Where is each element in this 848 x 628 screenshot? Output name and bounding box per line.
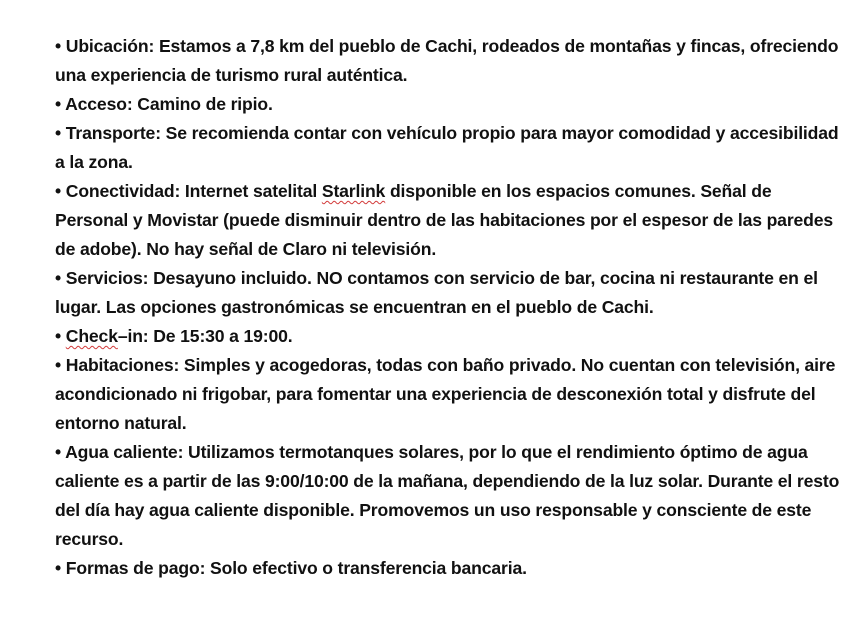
item-label: Formas de pago: [65, 558, 200, 578]
item-text: : Se recomienda contar con vehículo propio para mayor comodidad y accesibilidad a la zona.: [55, 123, 839, 172]
bullet-item: [55, 264, 845, 322]
item-text: : Desayuno incluido. NO contamos con servicio de bar, cocina ni restaurante en el lugar. Las opciones gastronómicas se encuentran en el pueblo de Cachi.: [55, 268, 818, 317]
bullet-item: [55, 32, 845, 90]
item-text: : Camino de ripio.: [126, 94, 273, 114]
bullet-icon: •: [55, 94, 62, 114]
bullet-item: [55, 322, 845, 351]
bullet-icon: •: [55, 36, 62, 56]
bullet-item: [55, 177, 845, 264]
document-body: [55, 32, 845, 583]
bullet-item: [55, 554, 845, 583]
bullet-icon: •: [55, 558, 62, 578]
bullet-item: [55, 119, 845, 177]
bullet-icon: •: [55, 326, 62, 346]
bullet-icon: •: [55, 355, 62, 375]
bullet-item: [55, 438, 845, 554]
item-text: : Estamos a 7,8 km del pueblo de Cachi, rodeados de montañas y fincas, ofreciendo una experiencia de turismo rural auténtica.: [55, 36, 839, 85]
item-label: Servicios: [65, 268, 143, 288]
spellcheck-flagged-word: Starlink: [321, 181, 386, 201]
bullet-icon: •: [55, 268, 62, 288]
item-text: : Solo efectivo o transferencia bancaria.: [199, 558, 527, 578]
bullet-icon: •: [55, 181, 62, 201]
item-label: Habitaciones: [65, 355, 174, 375]
item-label: Transporte: [65, 123, 156, 143]
item-label: Agua caliente: [65, 442, 178, 462]
item-label: Ubicación: [65, 36, 149, 56]
item-text: : Simples y acogedoras, todas con baño privado. No cuentan con televisión, aire acondicionado ni frigobar, para fomentar una experiencia de desconexión total y disfrute del entorno natural.: [55, 355, 836, 433]
item-text: : Utilizamos termotanques solares, por lo que el rendimiento óptimo de agua caliente es a partir de las 9:00/10:00 de la mañana, dependiendo de la luz solar. Durante el resto del día hay agua caliente disponible. Promovemos un uso responsable y consciente de este recurso.: [55, 442, 840, 549]
spellcheck-flagged-word: Check: [65, 326, 118, 346]
item-label: Acceso: [65, 94, 127, 114]
item-label: Conectividad: [65, 181, 175, 201]
item-text: –in: De 15:30 a 19:00.: [117, 326, 293, 346]
bullet-icon: •: [55, 442, 62, 462]
item-text: : Internet satelital: [174, 181, 322, 201]
bullet-item: [55, 90, 845, 119]
item-text: disponible en los espacios comunes. Señal de Personal y Movistar (puede disminuir dentro de las habitaciones por el espesor de las paredes de adobe). No hay señal de Claro ni televisión.: [55, 181, 834, 259]
bullet-item: [55, 351, 845, 438]
bullet-icon: •: [55, 123, 62, 143]
